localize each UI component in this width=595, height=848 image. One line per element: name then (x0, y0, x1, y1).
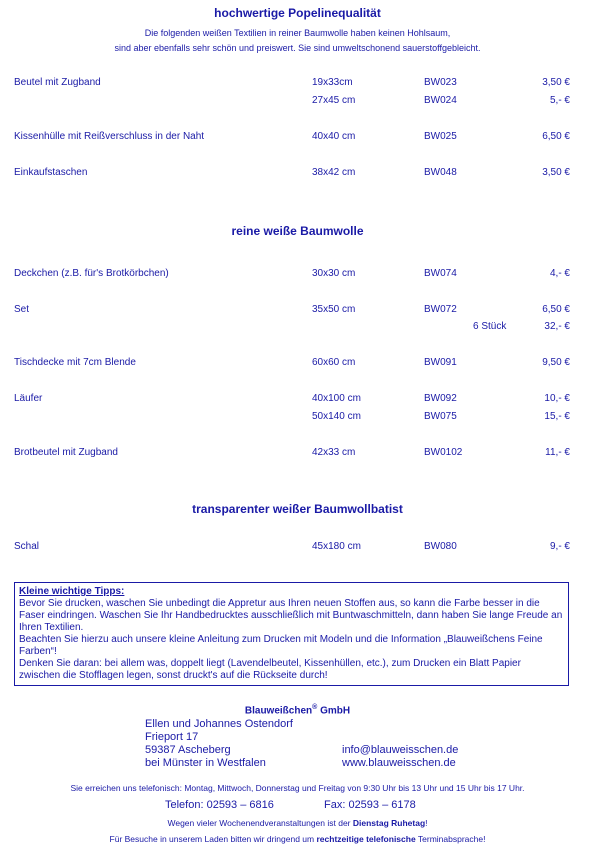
product-name: Kissenhülle mit Reißverschluss in der Naht (14, 131, 205, 142)
product-name: Schal (14, 541, 40, 552)
visit-notice-text: Für Besuche in unserem Laden bitten wir dringend um (109, 834, 317, 844)
product-price: 3,50 € (542, 77, 570, 88)
product-price: 9,50 € (542, 357, 570, 368)
product-price: 5,- € (549, 95, 570, 106)
product-code: BW075 (424, 411, 457, 422)
email-link[interactable]: info@blauweisschen.de (342, 744, 459, 756)
product-price: 11,- € (545, 447, 570, 458)
tips-box (14, 582, 569, 686)
closed-notice-end: ! (425, 818, 428, 828)
region-address: bei Münster in Westfalen (145, 757, 266, 769)
product-name: Beutel mit Zugband (14, 77, 101, 88)
product-name: Einkaufstaschen (14, 167, 88, 178)
tips-paragraph: Beachten Sie hierzu auch unsere kleine Anleitung zum Drucken mit Modeln und die Information „Blauweißchens Feine Farben“! (19, 634, 543, 657)
visit-notice (0, 834, 595, 844)
intro-line-1: Die folgenden weißen Textilien in reiner Baumwolle haben keinen Hohlsaum, (144, 28, 451, 38)
product-size: 50x140 cm (312, 411, 361, 422)
section-title-popeline: hochwertige Popelinequalität (214, 6, 381, 20)
section-title-baumwolle: reine weiße Baumwolle (231, 224, 364, 238)
closed-day: Dienstag Ruhetag (352, 818, 426, 828)
product-code: BW024 (424, 95, 457, 106)
visit-emphasis: rechtzeitige telefonische (316, 834, 416, 844)
company-name (0, 704, 595, 716)
company-name-text: Blauweißchen (244, 705, 313, 717)
owner-name: Ellen und Johannes Ostendorf (145, 718, 293, 730)
product-price: 4,- € (549, 268, 570, 279)
product-code: BW072 (424, 304, 457, 315)
product-quantity: 6 Stück (473, 321, 507, 332)
product-price: 6,50 € (542, 131, 570, 142)
product-size: 19x33cm (312, 77, 353, 88)
product-price: 15,- € (544, 411, 570, 422)
product-size: 35x50 cm (312, 304, 356, 315)
product-code: BW048 (424, 167, 457, 178)
product-code: BW0102 (424, 447, 463, 458)
intro-line-2: sind aber ebenfalls sehr schön und preiswert. Sie sind umweltschonend sauerstoffgebleicht. (114, 43, 481, 53)
closed-notice-text: Wegen vieler Wochenendveranstaltungen ist der (167, 818, 353, 828)
product-price: 32,- € (544, 321, 570, 332)
visit-notice-end: Terminabsprache! (415, 834, 486, 844)
registered-mark: ® (312, 704, 318, 711)
phone-number: Telefon: 02593 – 6816 (165, 799, 274, 811)
product-size: 40x100 cm (312, 393, 361, 404)
product-price: 10,- € (544, 393, 570, 404)
city-address: 59387 Ascheberg (145, 744, 231, 756)
website-link[interactable]: www.blauweisschen.de (342, 757, 456, 769)
office-hours: Sie erreichen uns telefonisch: Montag, Mittwoch, Donnerstag und Freitag von 9:30 Uhr bis 13 Uhr und 15 Uhr bis 17 Uhr. (70, 783, 525, 793)
product-size: 40x40 cm (312, 131, 356, 142)
product-size: 27x45 cm (312, 95, 356, 106)
product-price: 6,50 € (542, 304, 570, 315)
product-name: Deckchen (z.B. für's Brotkörbchen) (14, 268, 169, 279)
street-address: Frieport 17 (145, 731, 199, 743)
closed-day-notice (0, 818, 595, 828)
company-suffix: GmbH (317, 705, 351, 717)
product-code: BW080 (424, 541, 457, 552)
product-name: Läufer (14, 393, 43, 404)
product-code: BW091 (424, 357, 457, 368)
section-title-batist: transparenter weißer Baumwollbatist (192, 502, 403, 516)
tips-heading: Kleine wichtige Tipps: (19, 586, 125, 597)
product-size: 45x180 cm (312, 541, 361, 552)
product-size: 30x30 cm (312, 268, 356, 279)
product-name: Set (14, 304, 30, 315)
product-code: BW092 (424, 393, 457, 404)
product-code: BW023 (424, 77, 457, 88)
product-price: 9,- € (549, 541, 570, 552)
product-code: BW025 (424, 131, 457, 142)
product-price: 3,50 € (542, 167, 570, 178)
product-code: BW074 (424, 268, 457, 279)
product-size: 60x60 cm (312, 357, 356, 368)
product-size: 42x33 cm (312, 447, 356, 458)
tips-paragraph: Denken Sie daran: bei allem was, doppelt liegt (Lavendelbeutel, Kissenhüllen, etc.), zum Drucken ein Blatt Papier zwischen die Stofflagen legen, sonst druckt's auf die Rückseite durch! (19, 658, 521, 681)
product-name: Tischdecke mit 7cm Blende (14, 357, 136, 368)
tips-paragraph: Bevor Sie drucken, waschen Sie unbedingt die Appretur aus Ihren neuen Stoffen aus, so kann die Farbe besser in die Faser eindringen. Waschen Sie Ihr Handbedrucktes ausschließlich mit Buntwaschmitteln, dann haben Sie lange Freude an Ihren Textilien. (19, 598, 563, 633)
fax-number: Fax: 02593 – 6178 (324, 799, 416, 811)
product-size: 38x42 cm (312, 167, 356, 178)
product-name: Brotbeutel mit Zugband (14, 447, 118, 458)
